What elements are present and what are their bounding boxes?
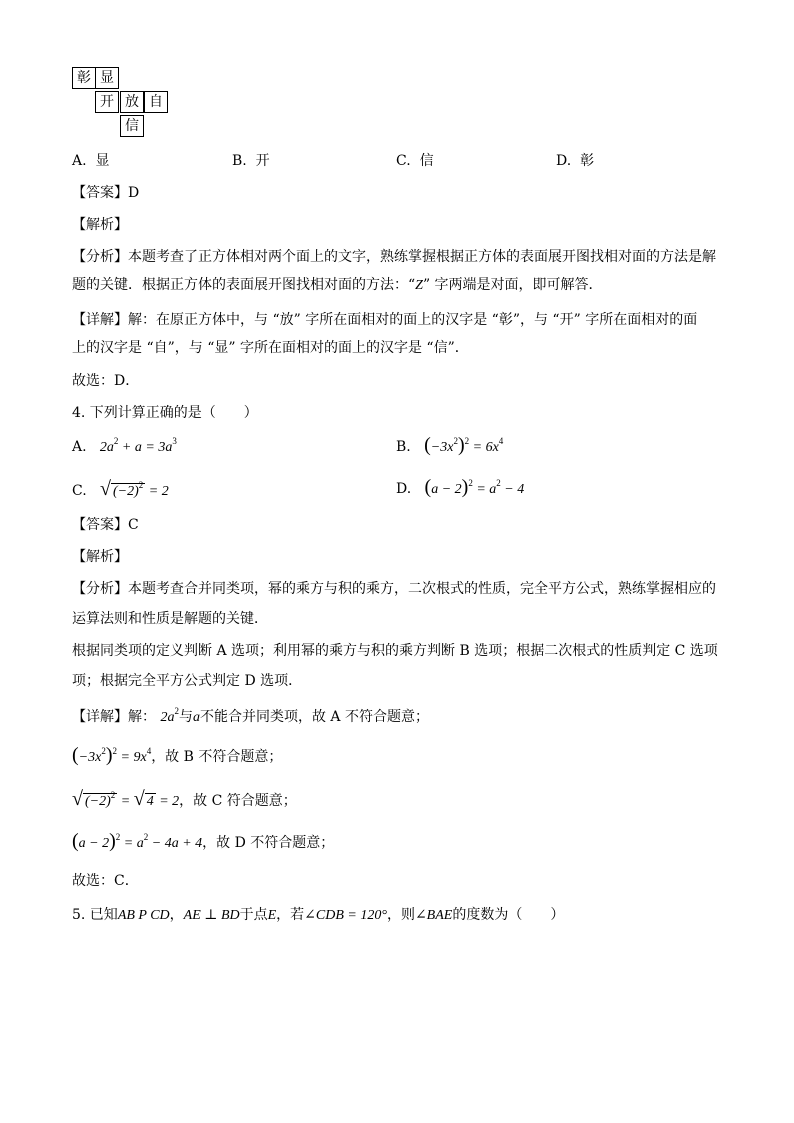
- q4-detail-line: 【详解】解： $2a^2$与a不能合并同类项，故 A 不符合题意；: [72, 706, 429, 725]
- q3-option-d: D. 彰: [556, 153, 595, 169]
- q4-fenxi-line: 运算法则和性质是解题的关键．: [72, 611, 268, 627]
- q3-fenxi-line: 题的关键．根据正方体的表面展开图找相对面的方法：“Z” 字两端是对面，即可解答．: [72, 277, 603, 293]
- q3-analysis-heading: 【解析】: [72, 217, 128, 233]
- q3-option-a: A. 显: [72, 153, 110, 169]
- q3-fenxi-line: 【分析】本题考查了正方体相对两个面上的文字，熟练掌握根据正方体的表面展开图找相对面的方法是解: [72, 249, 716, 265]
- q4-method-line: 项；根据完全平方公式判定 D 选项．: [72, 673, 303, 689]
- q3-conclusion: 故选：D．: [72, 373, 140, 389]
- net-cell: 自: [144, 91, 168, 113]
- q4-conclusion: 故选：C．: [72, 873, 139, 889]
- q4-method-line: 根据同类项的定义判断 A 选项；利用幂的乘方与积的乘方判断 B 选项；根据二次根式的性质判定 C 选项: [72, 643, 718, 659]
- net-cell: 彰: [72, 67, 96, 89]
- q4-option-c: C. √ $(-2)^2 = 2$: [72, 478, 169, 500]
- q4-detail-line: √ $(-2)^2$ = √ 4 = 2，故 C 符合题意；: [72, 788, 297, 810]
- q4-detail-line: $(a - 2)^2 = a^2 - 4a + 4$，故 D 不符合题意；: [72, 830, 335, 852]
- q4-analysis-heading: 【解析】: [72, 549, 128, 565]
- net-cell: 开: [95, 91, 119, 113]
- q4-answer: 【答案】C: [72, 517, 139, 533]
- q4-option-d: D. $(a - 2)^2 = a^2 - 4$: [396, 476, 525, 498]
- net-cell: 显: [95, 67, 119, 89]
- q3-option-b: B. 开: [232, 153, 270, 169]
- q3-answer: 【答案】D: [72, 185, 140, 201]
- net-cell: 放: [120, 91, 144, 113]
- q4-option-a: A. $2a^2 + a = 3a^3$: [72, 436, 177, 455]
- q3-detail-line: 上的汉字是 “自”，与 “显” 字所在面相对的面上的汉字是 “信”．: [72, 340, 469, 356]
- q5-stem: 5. 已知AB P CD，AE ⊥ BD于点E，若∠CDB = 120°，则∠BAE的度数为（ ）: [72, 907, 565, 923]
- q4-detail-line: $(-3x^2)^2 = 9x^4$，故 B 不符合题意；: [72, 744, 283, 766]
- q3-option-c: C. 信: [396, 153, 434, 169]
- q4-option-b: B. $(-3x^2)^2 = 6x^4$: [396, 434, 504, 456]
- q4-fenxi-line: 【分析】本题考查合并同类项，幂的乘方与积的乘方，二次根式的性质，完全平方公式，熟练掌握相应的: [72, 581, 716, 597]
- q3-detail-line: 【详解】解：在原正方体中，与 “放” 字所在面相对的面上的汉字是 “彰”，与 “开” 字所在面相对的面: [72, 312, 698, 328]
- q4-stem: 4. 下列计算正确的是（ ）: [72, 405, 258, 421]
- net-cell: 信: [120, 115, 144, 137]
